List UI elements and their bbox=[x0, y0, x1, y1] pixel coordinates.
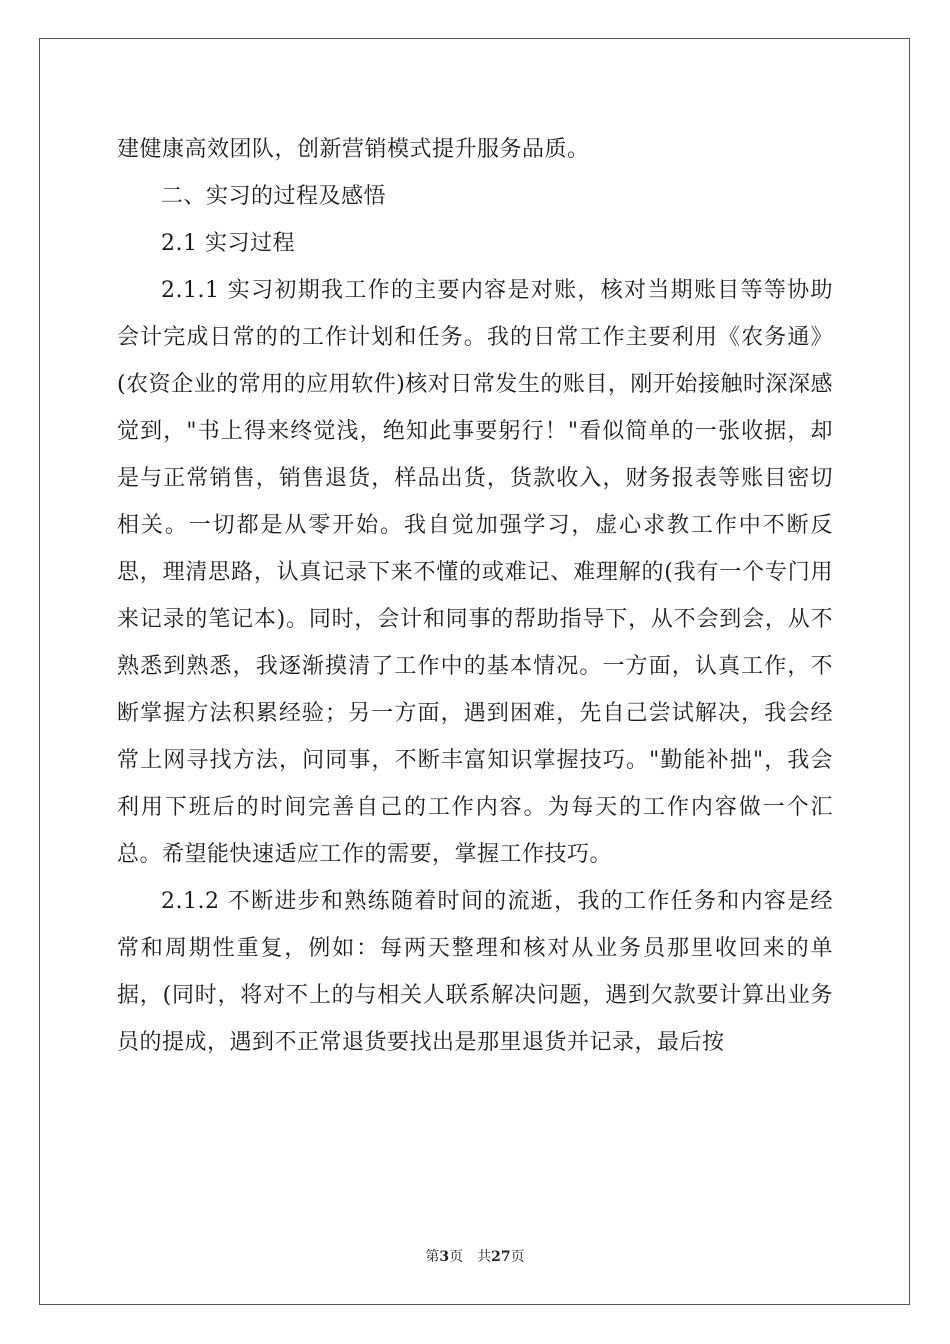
paragraph-continuation: 建健康高效团队，创新营销模式提升服务品质。 bbox=[117, 137, 590, 162]
section-heading-2: 二、实习的过程及感悟 bbox=[161, 184, 387, 209]
paragraph-2-1-1: 2.1.1 实习初期我工作的主要内容是对账，核对当期账目等等协助会计完成日常的的工作计划和任务。我的日常工作主要利用《农务通》(农资企业的常用的应用软件)核对日常发生的账目，刚开始接触时深深感觉到，"书上得来终觉浅，绝知此事要躬行！"看似简单的一张收据，却是与正常销售，销售退货，样品出货，货款收入，财务报表等账目密切相关。一切都是从零开始。我自觉加强学习，虚心求教工作中不断反思，理清思路，认真记录下来不懂的或难记、难理解的(我有一个专门用来记录的笔记本)。同时，会计和同事的帮助指导下，从不会到会，从不熟悉到熟悉，我逐渐摸清了工作中的基本情况。一方面，认真工作，不断掌握方法积累经验；另一方面，遇到困难，先自己尝试解决，我会经常上网寻找方法，问同事，不断丰富知识掌握技巧。"勤能补拙"，我会利用下班后的时间完善自己的工作内容。为每天的工作内容做一个汇总。希望能快速适应工作的需要，掌握工作技巧。 bbox=[117, 278, 833, 867]
page-current: 3 bbox=[439, 1249, 450, 1265]
paragraph-2-1-2: 2.1.2 不断进步和熟练随着时间的流逝，我的工作任务和内容是经常和周期性重复，例如：每两天整理和核对从业务员那里收回来的单据，(同时，将对不上的与相关人联系解决问题，遇到欠款要计算出业务员的提成，遇到不正常退货要找出是那里退货并记录，最后按 bbox=[117, 889, 833, 1055]
page-footer bbox=[0, 1246, 950, 1266]
total-prefix: 共 bbox=[477, 1249, 492, 1265]
section-heading-2-1: 2.1 实习过程 bbox=[161, 231, 295, 256]
page-prefix: 第 bbox=[425, 1249, 440, 1265]
page-total: 27 bbox=[491, 1249, 511, 1265]
page-suffix: 页 bbox=[449, 1249, 464, 1265]
total-suffix: 页 bbox=[510, 1249, 525, 1265]
document-body bbox=[117, 126, 833, 1066]
